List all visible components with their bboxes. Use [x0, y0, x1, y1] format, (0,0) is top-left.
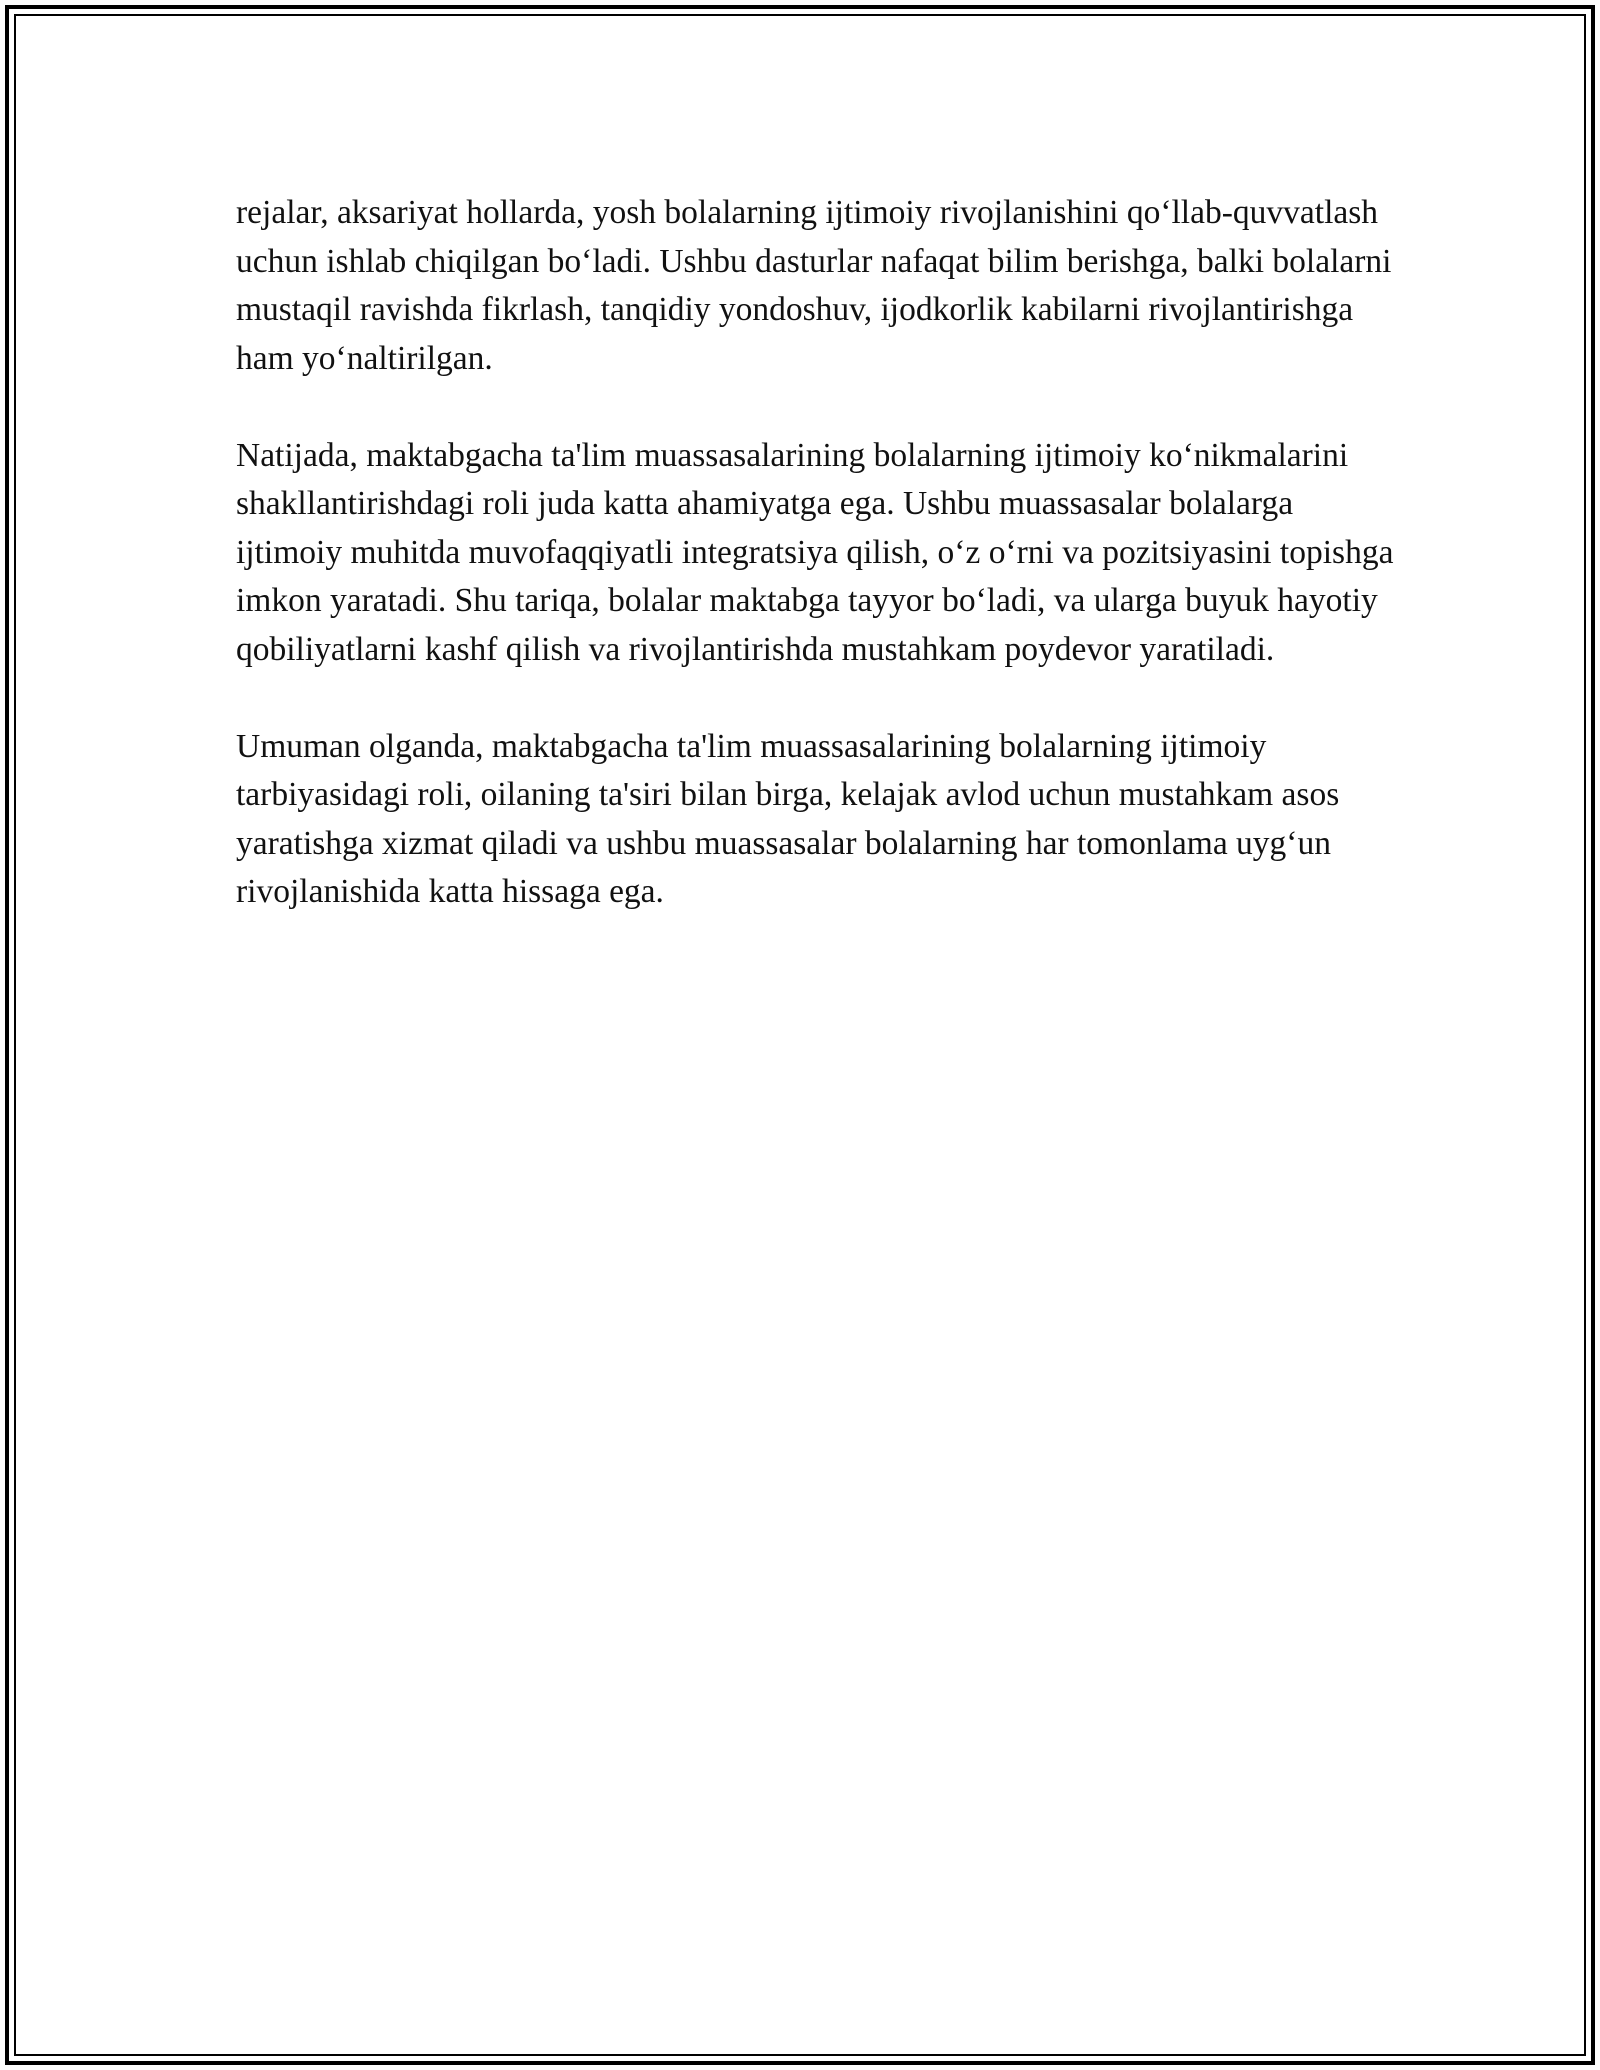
- paragraph-3: Umuman olganda, maktabgacha ta'lim muassasalarining bolalarning ijtimoiy tarbiyasidagi roli, oilaning ta'siri bilan birga, kelajak avlod uchun mustahkam asos yaratishga xizmat qiladi va ushbu muassasalar bolalarning har tomonlama uyg‘un rivojlanishida katta hissaga ega.: [236, 727, 1340, 910]
- paragraph-1: rejalar, aksariyat hollarda, yosh bolalarning ijtimoiy rivojlanishini qo‘llab-quvvatlash uchun ishlab chiqilgan bo‘ladi. Ushbu dasturlar nafaqat bilim berishga, balki bolalarni mustaqil ravishda fikrlash, tanqidiy yondoshuv, ijodkorlik kabilarni rivojlantirishga ham yo‘naltirilgan.: [236, 194, 1392, 377]
- document-body: [236, 189, 1406, 965]
- paragraph-2: Natijada, maktabgacha ta'lim muassasalarining bolalarning ijtimoiy ko‘nikmalarini shakllantirishdagi roli juda katta ahamiyatga ega. Ushbu muassasalar bolalarga ijtimoiy muhitda muvofaqqiyatli integratsiya qilish, o‘z o‘rni va pozitsiyasini topishga imkon yaratadi. Shu tariqa, bolalar maktabga tayyor bo‘ladi, va ularga buyuk hayotiy qobiliyatlarni kashf qilish va rivojlantirishda mustahkam poydevor yaratiladi.: [236, 436, 1394, 668]
